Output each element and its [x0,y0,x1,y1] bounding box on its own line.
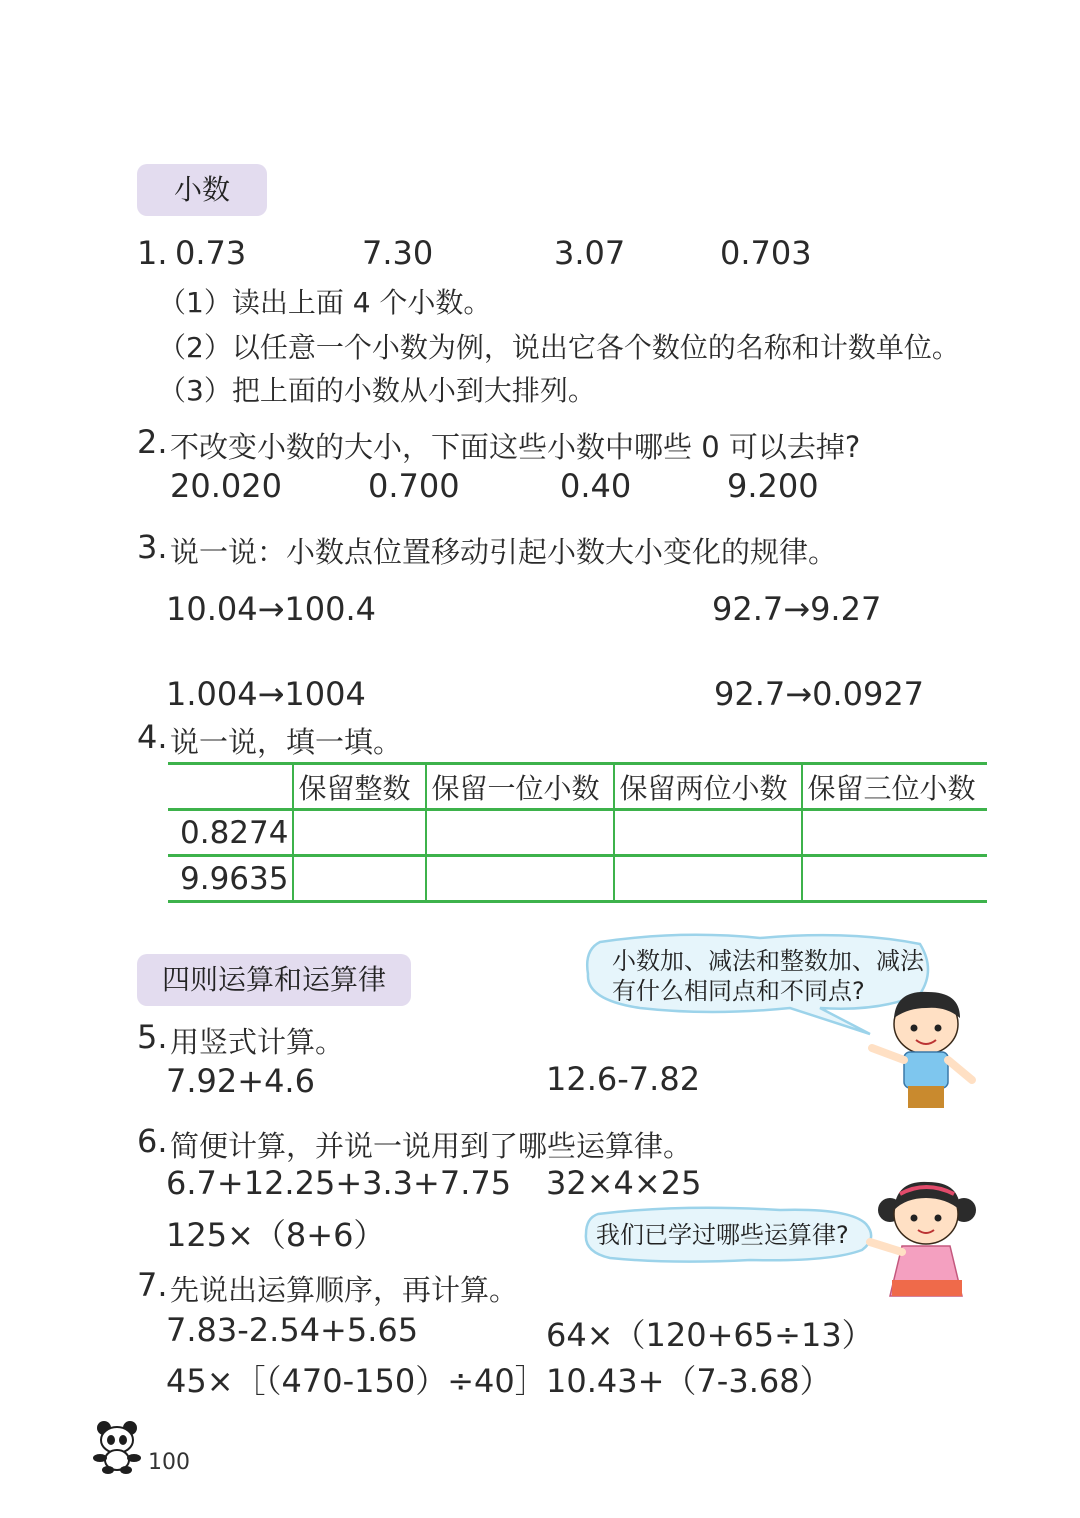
section-header-decimals [137,164,267,216]
table-row-label: 0.8274 [168,810,293,856]
decimal-value: 7.30 [362,234,434,272]
answer-cell[interactable] [802,810,987,856]
table-header-cell: 保留一位小数 [426,764,614,810]
answer-cell[interactable] [293,856,426,902]
page-number: 100 [148,1450,190,1475]
table-header-cell: 保留三位小数 [802,764,987,810]
expression: 12.6-7.82 [546,1060,701,1098]
section-title: 小数 [173,173,230,206]
decimal-value: 0.73 [175,234,247,272]
bubble-boy-line1: 小数加、减法和整数加、减法 [612,947,924,975]
expression: 6.7+12.25+3.3+7.75 [166,1164,512,1202]
shift-example: 10.04→100.4 [166,590,377,628]
shift-example: 1.004→1004 [166,675,366,713]
table-row [168,856,987,902]
question-4-text: 说一说，填一填。 [170,725,403,759]
girl-illustration [866,1176,982,1300]
sub-question-3: （3）把上面的小数从小到大排列。 [158,374,596,407]
answer-cell[interactable] [802,856,987,902]
expression: 125×（8+6） [166,1216,386,1254]
shift-example: 92.7→0.0927 [714,675,925,713]
decimal-value: 0.703 [720,234,812,272]
bubble-boy-line2: 有什么相同点和不同点? [612,977,865,1005]
answer-cell[interactable] [426,856,614,902]
section-title: 四则运算和运算律 [161,963,386,996]
table-header-cell: 保留两位小数 [614,764,802,810]
expression: 7.83-2.54+5.65 [166,1311,419,1349]
question-3-number: 3. [137,528,168,566]
expression: 7.92+4.6 [166,1062,315,1100]
question-2-text: 不改变小数的大小，下面这些小数中哪些 0 可以去掉? [170,430,861,464]
bubble-girl-text: 我们已学过哪些运算律? [596,1221,849,1249]
sub-question-1: （1）读出上面 4 个小数。 [158,286,492,319]
decimal-value: 3.07 [554,234,626,272]
question-4-number: 4. [137,718,168,756]
shift-example: 92.7→9.27 [712,590,882,628]
answer-cell[interactable] [293,810,426,856]
decimal-value: 20.020 [170,467,282,505]
question-5-number: 5. [137,1018,168,1056]
question-6-number: 6. [137,1122,168,1160]
question-7-text: 先说出运算顺序，再计算。 [170,1273,519,1307]
answer-cell[interactable] [426,810,614,856]
expression: 45×［（470-150）÷40］ [166,1362,547,1400]
question-3-text: 说一说：小数点位置移动引起小数大小变化的规律。 [170,535,838,569]
answer-cell[interactable] [614,810,802,856]
expression: 10.43+（7-3.68） [546,1362,832,1400]
panda-icon [92,1418,142,1474]
rounding-table [168,762,987,903]
answer-cell[interactable] [614,856,802,902]
decimal-value: 9.200 [727,467,819,505]
question-6-text: 简便计算，并说一说用到了哪些运算律。 [170,1129,693,1163]
table-row [168,810,987,856]
table-header-cell: 保留整数 [293,764,426,810]
decimal-value: 0.700 [368,467,460,505]
expression: 64×（120+65÷13） [546,1316,874,1354]
table-row-label: 9.9635 [168,856,293,902]
decimal-value: 0.40 [560,467,632,505]
table-header-cell [168,764,293,810]
sub-question-2: （2）以任意一个小数为例，说出它各个数位的名称和计数单位。 [158,331,960,364]
expression: 32×4×25 [546,1164,702,1202]
question-5-text: 用竖式计算。 [170,1025,345,1059]
boy-illustration [866,988,986,1116]
section-header-operations [137,954,411,1006]
question-2-number: 2. [137,423,168,461]
table-header-row [168,764,987,810]
question-7-number: 7. [137,1266,168,1304]
question-1-number: 1. [137,234,168,272]
